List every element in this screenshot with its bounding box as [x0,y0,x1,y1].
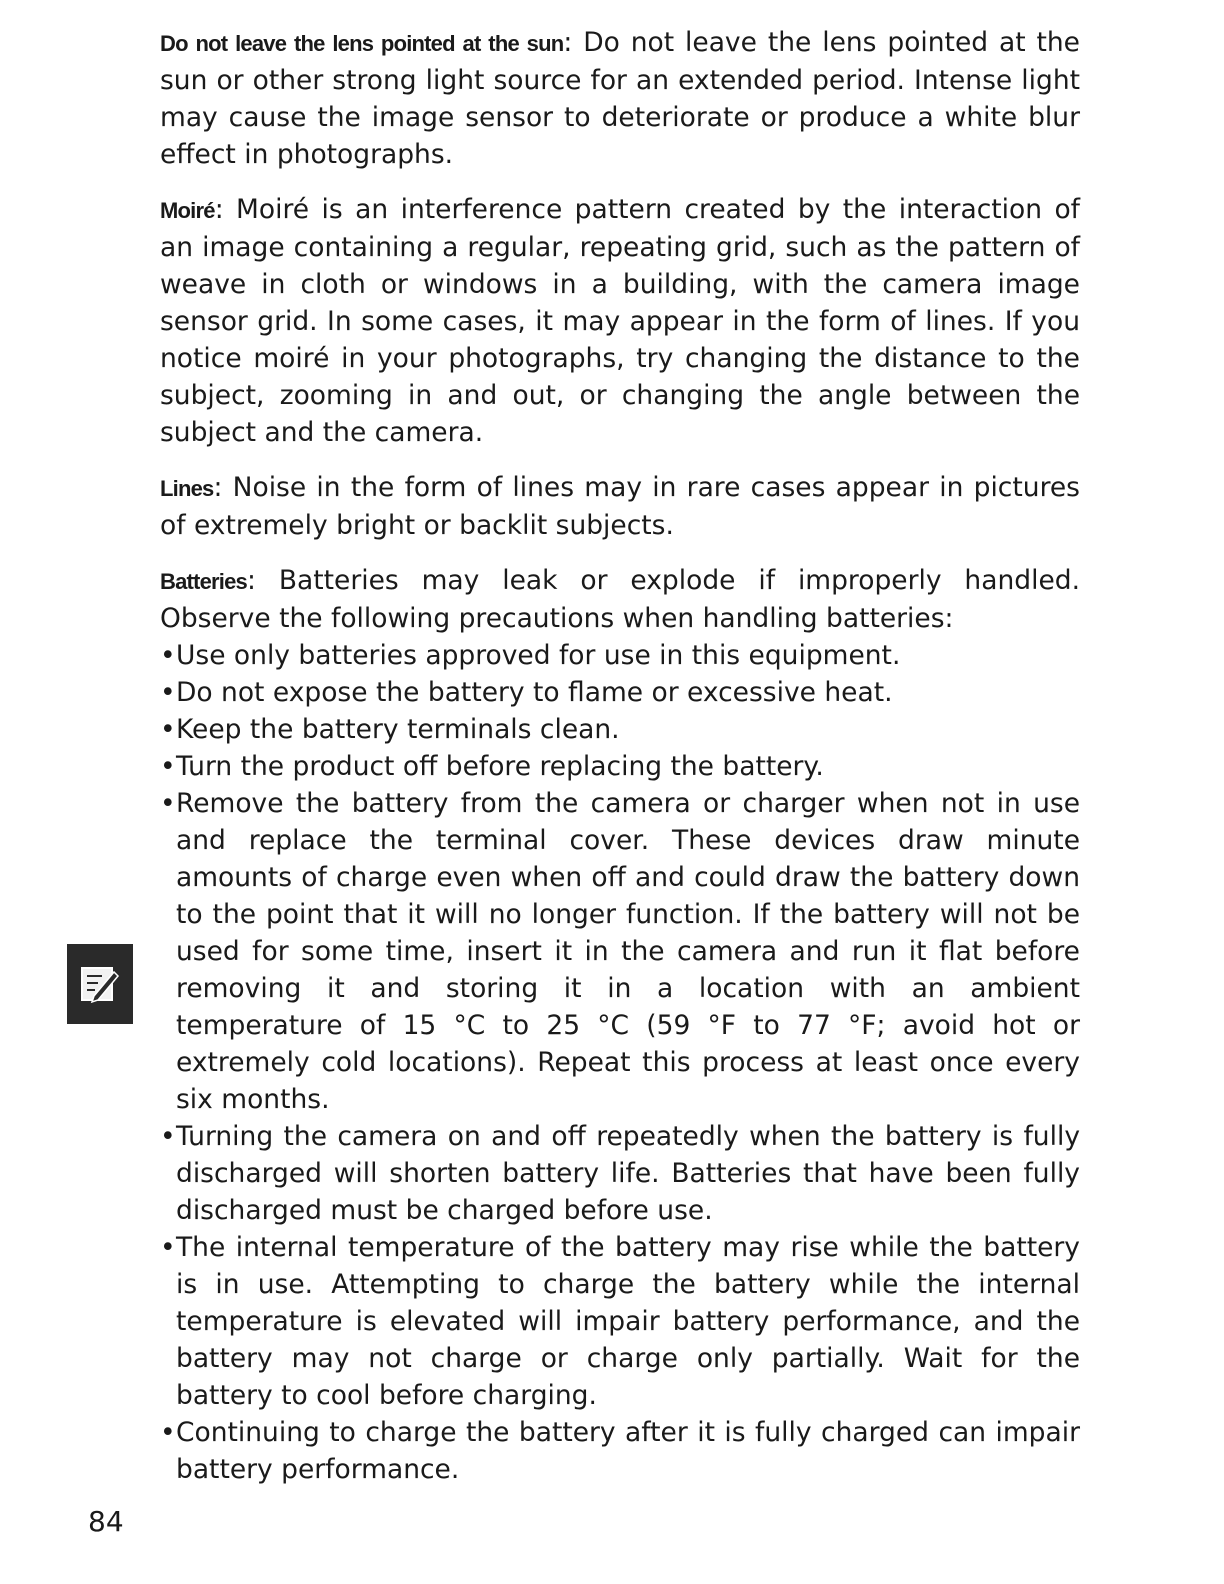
notes-pencil-icon [80,964,120,1004]
lines-text: Noise in the form of lines may in rare cases appear in pictures of extremely bright or backlit subjects. [160,472,1080,541]
moire-text: Moiré is an interference pattern created by the interaction of an image containing a regular, repeating grid, such as the pattern of weave in cloth or windows in a building, with the camera image sensor grid. In some cases, it may appear in the form of lines. If you notice moiré in your photographs, try changing the distance to the subject, zooming in and out, or changing the angle between the subject and the camera. [160,194,1080,448]
batteries-section [160,562,1080,1488]
moire-colon: : [214,194,237,225]
batteries-term: Batteries [160,569,247,594]
list-item: • Continuing to charge the battery after it is fully charged can impair battery performance. [160,1414,1080,1488]
list-item: • The internal temperature of the battery may rise while the battery is in use. Attempting to charge the battery while the internal temperature is elevated will impair battery performance, and the battery may not charge or charge only partially. Wait for the battery to cool before charging. [160,1229,1080,1414]
main-content [160,24,1080,1488]
batteries-text: Batteries may leak or explode if improperly handled. Observe the following precautions when handling batteries: [160,565,1080,634]
sun-term: Do not leave the lens pointed at the sun [160,31,564,56]
list-item: • Do not expose the battery to flame or excessive heat. [160,674,1080,711]
lines-term: Lines [160,476,214,501]
sun-colon: : [563,27,584,58]
sun-text: Do not leave the lens pointed at the sun or other strong light source for an extended period. Intense light may cause the image sensor to deteriorate or produce a white blur effect in photographs. [160,27,1080,170]
moire-paragraph [160,191,1080,451]
moire-term: Moiré [160,198,215,223]
list-item: • Turning the camera on and off repeatedly when the battery is fully discharged will shorten battery life. Batteries that have been fully discharged must be charged before use. [160,1118,1080,1229]
lines-colon: : [213,472,233,503]
batteries-paragraph [160,562,1080,637]
list-item: • Keep the battery terminals clean. [160,711,1080,748]
list-item: • Remove the battery from the camera or charger when not in use and replace the terminal cover. These devices draw minute amounts of charge even when off and could draw the battery down to the point that it will no longer function. If the battery will not be used for some time, insert it in the camera and run it flat before removing it and storing it in a location with an ambient temperature of 15 °C to 25 °C (59 °F to 77 °F; avoid hot or extremely cold locations). Repeat this process at least once every six months. [160,785,1080,1118]
section-tab [67,944,133,1024]
page-number: 84 [88,1505,124,1538]
batteries-colon: : [246,565,279,596]
sun-paragraph [160,24,1080,173]
list-item: • Use only batteries approved for use in this equipment. [160,637,1080,674]
lines-paragraph [160,469,1080,544]
list-item: • Turn the product off before replacing the battery. [160,748,1080,785]
batteries-precautions-list [160,637,1080,1488]
